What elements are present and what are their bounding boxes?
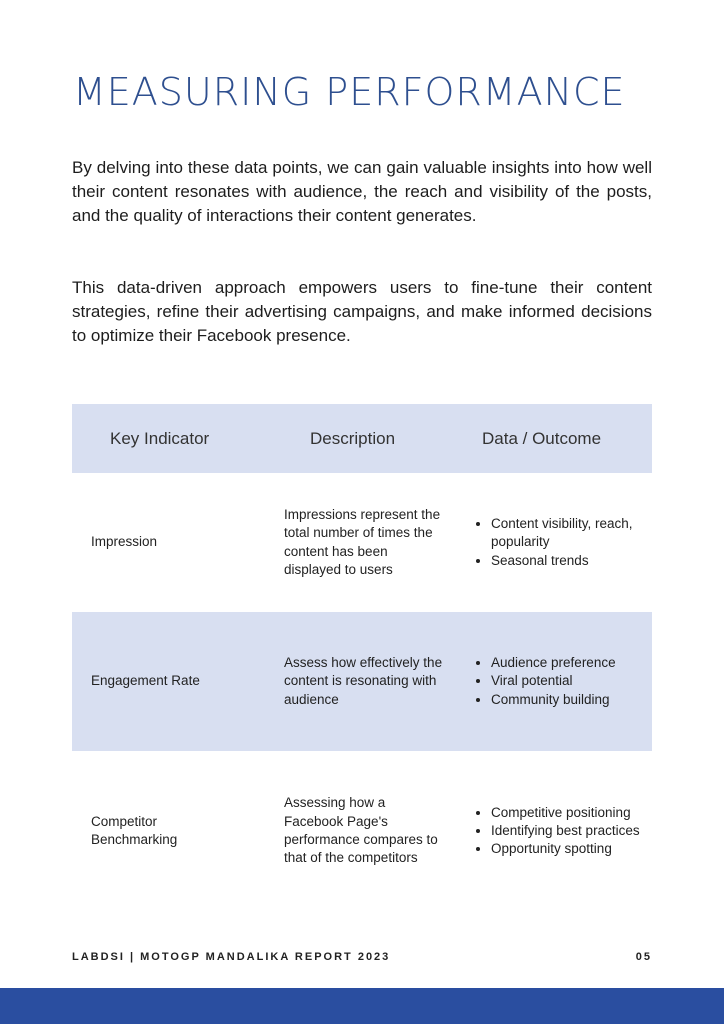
list-item: • Viral potential <box>491 672 652 690</box>
intro-paragraph-1: By delving into these data points, we can gain valuable insights into how well their content resonates with audience, the reach and visibility of the posts, and the quality of interactions their content generates. <box>72 158 652 225</box>
table-row <box>72 612 652 751</box>
indicator-cell: Impression <box>91 534 158 550</box>
outcome-list <box>471 515 652 570</box>
description-cell: Assess how effectively the content is resonating with audience <box>284 655 443 707</box>
indicator-cell: Engagement Rate <box>91 673 200 689</box>
list-item: • Community building <box>491 691 652 709</box>
list-item: • Seasonal trends <box>491 552 652 570</box>
footer-bar <box>0 988 724 1024</box>
list-item: • Competitive positioning <box>491 804 652 822</box>
indicator-cell: Competitor Benchmarking <box>91 813 178 847</box>
header-description: Description <box>310 428 396 448</box>
table-row <box>72 473 652 612</box>
header-data-outcome: Data / Outcome <box>482 428 602 448</box>
header-key-indicator: Key Indicator <box>110 428 210 448</box>
outcome-list <box>471 804 652 859</box>
page-number: 05 <box>635 951 652 963</box>
table-row <box>72 751 652 911</box>
description-cell: Impressions represent the total number of times the content has been displayed to users <box>284 506 441 577</box>
list-item: • Content visibility, reach, popularity <box>491 515 652 552</box>
outcome-list <box>471 654 652 709</box>
page-title: MEASURING PERFORMANCE <box>73 70 626 114</box>
list-item: • Audience preference <box>491 654 652 672</box>
list-item: • Identifying best practices <box>491 822 652 840</box>
intro-paragraph-2: This data-driven approach empowers users to fine-tune their content strategies, refine their advertising campaigns, and make informed decisions to optimize their Facebook presence. <box>72 278 652 345</box>
footer-report-label: LABDSI | MOTOGP MANDALIKA REPORT 2023 <box>72 951 391 963</box>
list-item: • Opportunity spotting <box>491 840 652 858</box>
description-cell: Assessing how a Facebook Page's performance compares to that of the competitors <box>284 795 438 866</box>
performance-table <box>72 404 652 911</box>
table-header-row <box>72 404 652 473</box>
